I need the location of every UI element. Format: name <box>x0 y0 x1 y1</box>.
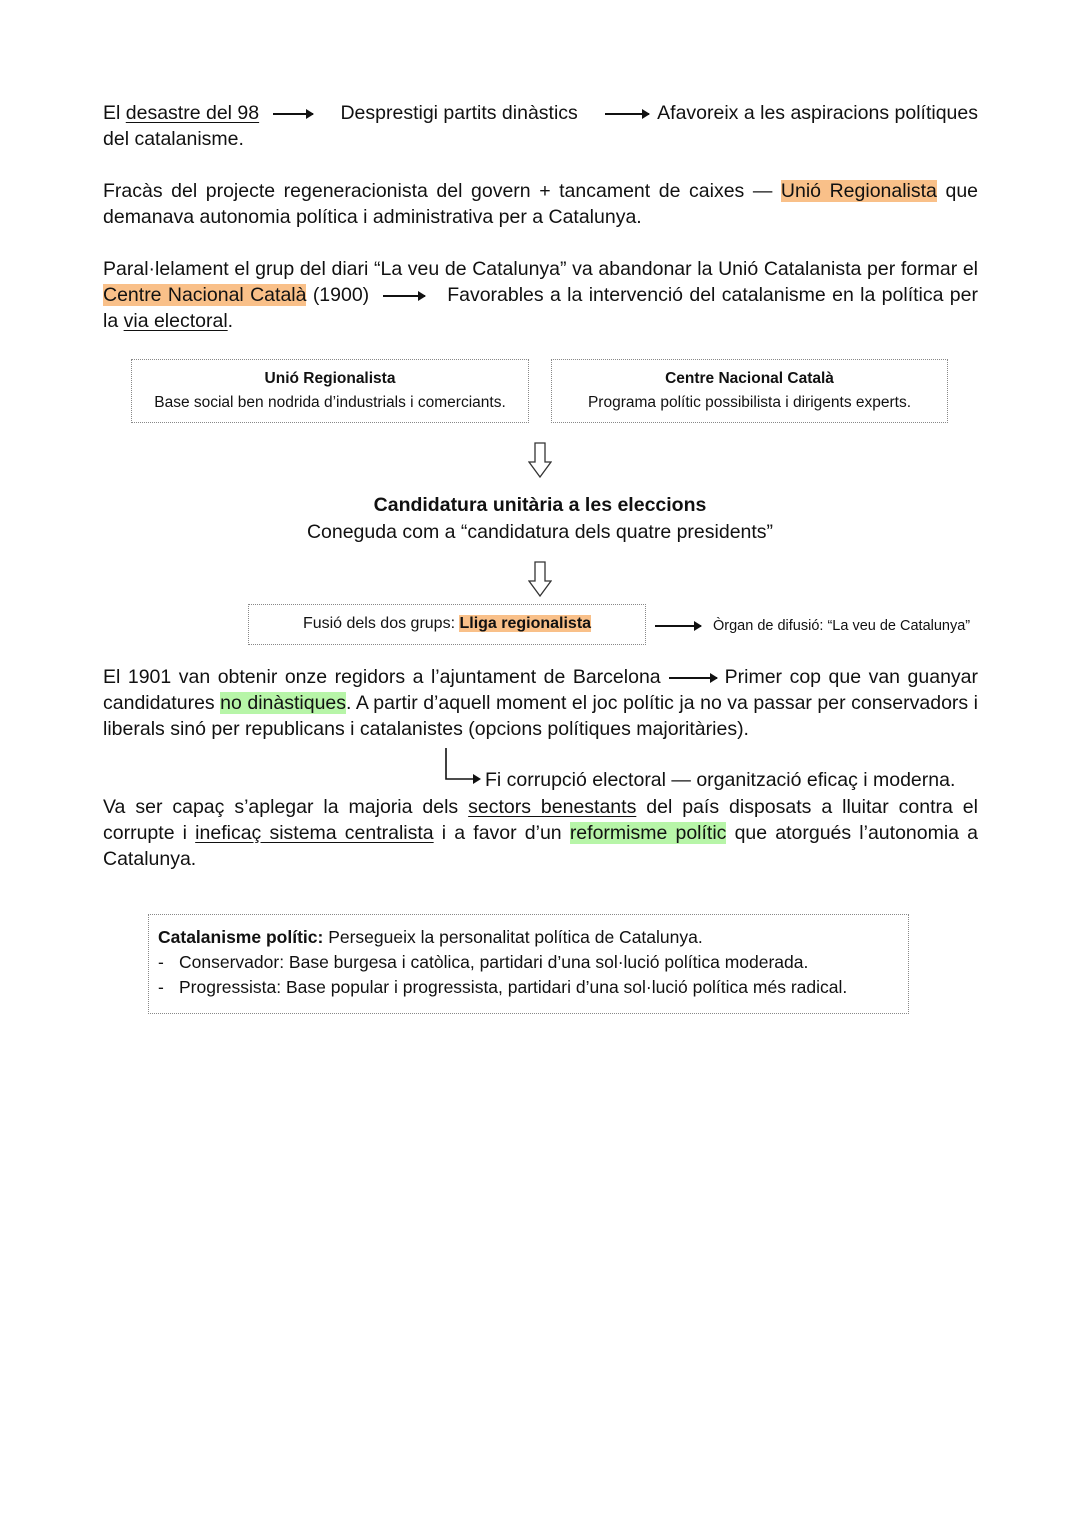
summary-box: Catalanisme polític: Persegueix la personalitat política de Catalunya. - Conservador: Base burgesa i catòlica, partidari d’una sol·lució política moderada. - Progressista: Base popular i progressista, partidari d’una sol·lució política més radical. <box>148 914 909 1014</box>
arrow-icon <box>669 677 717 679</box>
paragraph-sectors: Va ser capaç s’aplegar la majoria dels sectors benestants del país disposats a lluitar contra el corrupte i ineficaç sistema centralista i a favor d’un reformisme polític que atorgués l’autonomia a Catalunya. <box>103 796 979 870</box>
box-centre-nacional: Centre Nacional Català Programa polític possibilista i dirigents experts. <box>551 359 948 423</box>
highlight-reformisme: reformisme polític <box>569 822 727 844</box>
fi-corrupcio: Fi corrupció electoral — organització eficaç i moderna. <box>485 769 956 791</box>
highlight-centre-nacional: Centre Nacional Català <box>103 284 307 306</box>
box-unio-regionalista: Unió Regionalista Base social ben nodrida d’industrials i comerciants. <box>131 359 529 423</box>
highlight-lliga: Lliga regionalista <box>459 615 592 632</box>
arrow-icon <box>655 625 701 627</box>
summary-title: Catalanisme polític: <box>158 927 324 947</box>
down-arrow-icon <box>528 442 552 478</box>
arrow-icon <box>273 113 313 115</box>
highlight-unio-regionalista: Unió Regionalista <box>780 180 937 202</box>
elbow-arrow-icon <box>443 748 483 786</box>
arrow-icon <box>383 295 425 297</box>
ineficac-sistema: ineficaç sistema centralista <box>195 822 434 844</box>
candidatura-subtitle: Coneguda com a “candidatura dels quatre presidents” <box>306 521 774 543</box>
organ-difusio: Òrgan de difusió: “La veu de Catalunya” <box>713 618 971 634</box>
arrow-icon <box>605 113 649 115</box>
paragraph-desastre: El desastre del 98 Desprestigi partits dinàstics Afavoreix a les aspiracions polítiques del catalanisme. <box>103 102 978 150</box>
paragraph-centre-nacional: Paral·lelament el grup del diari “La veu de Catalunya” va abandonar la Unió Catalanista per formar el Centre Nacional Català (1900) Favorables a la intervenció del catalanisme en la política per la via electoral. <box>103 258 978 332</box>
list-item: - Conservador: Base burgesa i catòlica, partidari d’una sol·lució política moderada. <box>158 952 809 972</box>
via-electoral: via electoral <box>123 310 228 332</box>
candidatura-title: Candidatura unitària a les eleccions <box>373 494 707 516</box>
down-arrow-icon <box>528 561 552 597</box>
highlight-no-dinastiques: no dinàstiques <box>220 692 347 714</box>
sectors-benestants: sectors benestants <box>468 796 637 818</box>
desastre-link: desastre del 98 <box>125 102 260 124</box>
paragraph-1901: El 1901 van obtenir onze regidors a l’ajuntament de Barcelona Primer cop que van guanyar candidatures no dinàstiques. A partir d’aquell moment el joc polític ja no va passar per conservadors i liberals sinó per republicans i catalanistes (opcions polítiques majoritàries). <box>103 666 978 740</box>
list-item: - Progressista: Base popular i progressista, partidari d’una sol·lució política més radical. <box>158 977 848 997</box>
box-fusio: Fusió dels dos grups: Lliga regionalista <box>248 604 646 645</box>
paragraph-fracas: Fracàs del projecte regeneracionista del govern + tancament de caixes — Unió Regionalista que demanava autonomia política i administrativa per a Catalunya. <box>103 180 979 228</box>
